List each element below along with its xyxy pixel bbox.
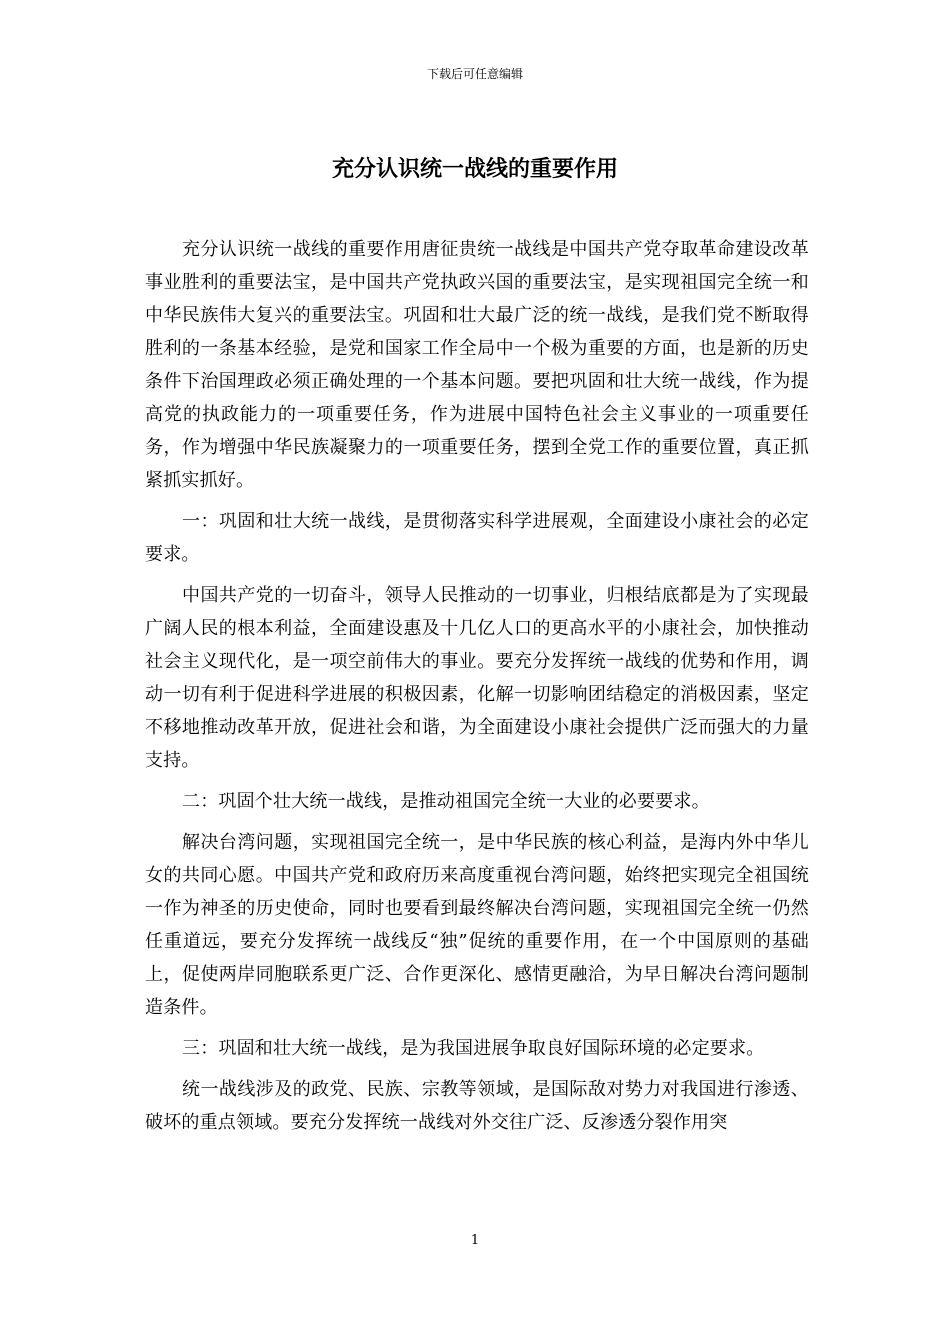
paragraph-section-2: 解决台湾问题，实现祖国完全统一，是中华民族的核心利益，是海内外中华儿女的共同心愿。中国共产党和政府历来高度重视台湾问题，始终把实现完全祖国统一作为神圣的历史使命，同时也要看到最终解决台湾问题，实现祖国完全统一仍然任重道远，要充分发挥统一战线反“独”促统的重要作用，在一个中国原则的基础上，促使两岸同胞联系更广泛、合作更深化、感情更融洽，为早日解决台湾问题制造条件。 — [145, 832, 809, 1018]
section-heading-1: 一：巩固和壮大统一战线，是贯彻落实科学进展观，全面建设小康社会的必定要求。 — [145, 511, 809, 565]
document-title: 充分认识统一战线的重要作用 — [331, 157, 618, 182]
page-number: 1 — [470, 1233, 480, 1248]
paragraph-intro: 充分认识统一战线的重要作用唐征贵统一战线是中国共产党夺取革命建设改革事业胜利的重要法宝，是中国共产党执政兴国的重要法宝，是实现祖国完全统一和中华民族伟大复兴的重要法宝。巩固和壮大最广泛的统一战线，是我们党不断取得胜利的一条基本经验，是党和国家工作全局中一个极为重要的方面，也是新的历史条件下治国理政必须正确处理的一个基本问题。要把巩固和壮大统一战线，作为提高党的执政能力的一项重要任务，作为进展中国特色社会主义事业的一项重要任务，作为增强中华民族凝聚力的一项重要任务，摆到全党工作的重要位置，真正抓紧抓实抓好。 — [145, 239, 809, 491]
paragraph-section-3: 统一战线涉及的政党、民族、宗教等领域，是国际敌对势力对我国进行渗透、破坏的重点领域。要充分发挥统一战线对外交往广泛、反渗透分裂作用突 — [145, 1079, 809, 1133]
document-body — [145, 233, 809, 1147]
section-heading-2: 二：巩固个壮大统一战线，是推动祖国完全统一大业的必要要求。 — [182, 791, 710, 812]
paragraph-section-1: 中国共产党的一切奋斗，领导人民推动的一切事业，归根结底都是为了实现最广阔人民的根本利益，全面建设惠及十几亿人口的更高水平的小康社会，加快推动社会主义现代化，是一项空前伟大的事业。要充分发挥统一战线的优势和作用，调动一切有利于促进科学进展的积极因素，化解一切影响团结稳定的消极因素，坚定不移地推动改革开放，促进社会和谐，为全面建设小康社会提供广泛而强大的力量支持。 — [145, 585, 809, 771]
header-note: 下载后可任意编辑 — [426, 67, 523, 81]
section-heading-3: 三：巩固和壮大统一战线，是为我国进展争取良好国际环境的必定要求。 — [182, 1038, 765, 1059]
